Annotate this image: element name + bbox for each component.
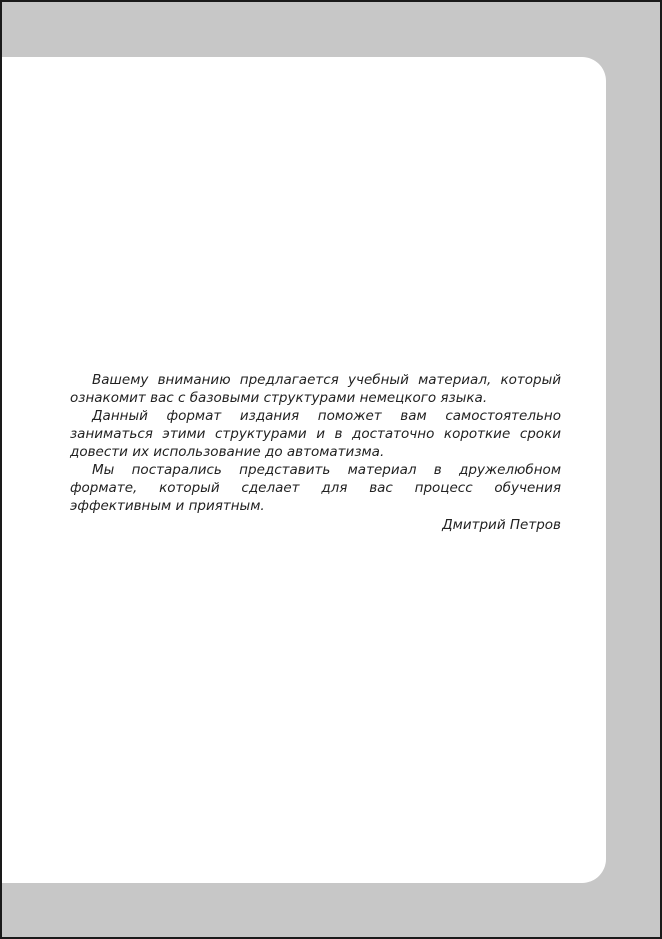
author-signature: Дмитрий Петров <box>442 517 561 533</box>
preface-paragraph-2: Данный формат издания поможет вам самостоятельно заниматься этими структурами и в достаточно короткие сроки довести их использование до автоматизма. <box>70 408 561 460</box>
preface-paragraph-1: Вашему вниманию предлагается учебный материал, который ознакомит вас с базовыми структурами немецкого языка. <box>70 372 561 406</box>
preface-paragraph-3: Мы постарались представить материал в дружелюбном формате, который сделает для вас процесс обучения эффективным и приятным. <box>70 462 561 514</box>
preface-text <box>70 371 561 534</box>
